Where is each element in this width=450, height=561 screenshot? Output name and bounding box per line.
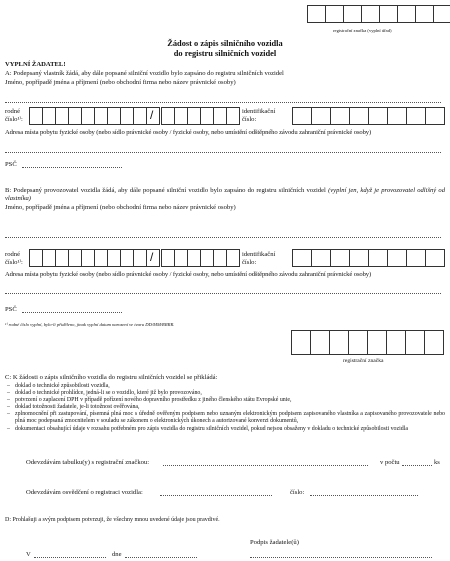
registration-mark-cell[interactable] <box>292 330 311 355</box>
date-label: dne <box>112 551 122 558</box>
birth-number-cell[interactable] <box>227 107 240 125</box>
birth-number-cell[interactable] <box>69 107 82 125</box>
registration-mark-cell[interactable] <box>380 5 398 23</box>
birth-number-cell[interactable] <box>108 107 121 125</box>
section-b-birth-number-label: rodné číslo¹⁾: <box>5 251 23 266</box>
birth-number-cell[interactable] <box>108 249 121 267</box>
birth-number-separator: / <box>150 108 154 122</box>
section-b-postcode-field[interactable] <box>22 312 122 313</box>
registration-mark-cell[interactable] <box>362 5 380 23</box>
registration-mark-cell[interactable] <box>308 5 326 23</box>
birth-number-cell[interactable] <box>43 107 56 125</box>
section-b-intro-text: B: Podepsaný provozovatel vozidla žádá, aby dále popsané silniční vozidlo bylo zapsáno do registru silničních vozidel <box>5 187 326 194</box>
section-a-birth-number-suffix-boxes[interactable] <box>161 107 240 125</box>
registration-mark-cell[interactable] <box>425 330 444 355</box>
id-number-cell[interactable] <box>407 107 426 125</box>
registration-mark-label: registrační značka (vyplní úřad) <box>333 28 392 33</box>
birth-number-cell[interactable] <box>30 249 43 267</box>
section-a-postcode-field[interactable] <box>22 167 122 168</box>
attachment-item: – potvrzení o zaplacení DPH v případě pořízení nového dopravního prostředku z jiného členského státu Evropské unie, <box>5 397 445 404</box>
section-d-declaration: D: Prohlašuji a svým podpisem potvrzuji, že všechny mnou uvedené údaje jsou pravdivé. <box>5 517 220 523</box>
plates-unit: ks <box>434 459 440 466</box>
section-a-id-number-boxes[interactable] <box>292 107 445 125</box>
certificate-label: Odevzdávám osvědčení o registraci vozidla: <box>26 489 143 496</box>
plates-count-field[interactable] <box>402 465 432 466</box>
section-c-intro: C: K žádosti o zápis silničního vozidla do registru silničních vozidel se přikládá: <box>5 374 218 381</box>
certificate-number-field[interactable] <box>310 495 418 496</box>
section-b-address-label: Adresa místa pobytu fyzické osoby (nebo sídlo právnické osoby / fyzické osoby, nebo umístění odštěpného závodu zahraniční právnické osoby) <box>5 271 372 278</box>
birth-number-cell[interactable] <box>121 107 134 125</box>
birth-number-cell[interactable] <box>162 249 175 267</box>
birth-number-cell[interactable] <box>201 249 214 267</box>
section-b-id-number-boxes[interactable] <box>292 249 445 267</box>
id-number-cell[interactable] <box>388 107 407 125</box>
attachment-item: – doklad o technické způsobilosti vozidla, <box>5 383 445 390</box>
section-b-postcode-label: PSČ <box>5 306 17 313</box>
section-b-name-field[interactable] <box>5 237 441 238</box>
id-number-cell[interactable] <box>369 249 388 267</box>
registration-mark-cell[interactable] <box>398 5 416 23</box>
id-number-cell[interactable] <box>426 107 445 125</box>
birth-number-cell[interactable] <box>121 249 134 267</box>
id-number-cell[interactable] <box>312 107 331 125</box>
form-title-line1: Žádost o zápis silničního vozidla <box>167 39 283 48</box>
birth-number-cell[interactable] <box>82 249 95 267</box>
registration-mark-cell[interactable] <box>406 330 425 355</box>
birth-number-cell[interactable] <box>82 107 95 125</box>
birth-number-cell[interactable] <box>95 107 108 125</box>
footnote: ¹⁾ rodné číslo vyplní, bylo-li přiděleno, jinak vyplní datum narození ve tvaru DD/MM/RRRR. <box>5 322 175 327</box>
id-number-cell[interactable] <box>407 249 426 267</box>
registration-mark2-boxes[interactable] <box>291 330 444 355</box>
registration-mark2-label: registrační značka <box>343 358 384 364</box>
section-b-address-field[interactable] <box>5 293 441 294</box>
id-number-cell[interactable] <box>293 107 312 125</box>
birth-number-cell[interactable] <box>162 107 175 125</box>
attachment-item: – zplnomocnění při zastupování, písemná plná moc s úředně ověřeným podpisem nebo uznaným elektronickým podpisem zapisovaného vlastníka a zapisovaného provozovatele nebo plná moc podepsaná zmocnitelem v souladu se zákonem o elektronických úkonech a autorizované konverzi dokumentů, <box>5 411 445 425</box>
id-number-cell[interactable] <box>312 249 331 267</box>
section-a-birth-number-label: rodné číslo¹⁾: <box>5 108 23 123</box>
registration-mark-cell[interactable] <box>434 5 450 23</box>
registration-mark-cell[interactable] <box>311 330 330 355</box>
birth-number-cell[interactable] <box>147 107 160 125</box>
registration-mark-cell[interactable] <box>330 330 349 355</box>
plates-label: Odevzdávám tabulku(y) s registrační značkou: <box>26 459 150 466</box>
birth-number-cell[interactable] <box>175 107 188 125</box>
section-b-name-label: Jméno, popřípadě jména a příjmení (nebo obchodní firma nebo název právnické osoby) <box>5 204 236 211</box>
birth-number-cell[interactable] <box>134 107 147 125</box>
birth-number-separator: / <box>150 250 154 264</box>
certificate-field[interactable] <box>160 495 272 496</box>
section-a-name-field[interactable] <box>5 102 441 103</box>
id-number-cell[interactable] <box>293 249 312 267</box>
section-a-name-label: Jméno, popřípadě jména a příjmení (nebo obchodní firma nebo název právnické osoby) <box>5 79 236 86</box>
attachment-item: – doklad o technické prohlídce, jedná-li se o vozidlo, které již bylo provozováno, <box>5 390 445 397</box>
plates-field[interactable] <box>163 465 368 466</box>
registration-mark-boxes[interactable] <box>307 5 450 23</box>
section-a-address-label: Adresa místa pobytu fyzické osoby (nebo sídlo právnické osoby / fyzické osoby, nebo umístění odštěpného závodu zahraniční právnické osoby) <box>5 129 372 136</box>
id-number-cell[interactable] <box>388 249 407 267</box>
birth-number-cell[interactable] <box>56 107 69 125</box>
section-b-birth-number-suffix-boxes[interactable] <box>161 249 240 267</box>
form-title-line2: do registru silničních vozidel <box>173 49 277 58</box>
section-a-birth-number-boxes[interactable] <box>29 107 160 125</box>
birth-number-cell[interactable] <box>30 107 43 125</box>
section-c-attachments-list <box>5 383 445 433</box>
section-a-postcode-label: PSČ <box>5 161 17 168</box>
id-number-cell[interactable] <box>331 249 350 267</box>
attachment-item: – doklad totožnosti žadatele, je-li totožnost ověřována, <box>5 404 445 411</box>
birth-number-cell[interactable] <box>95 249 108 267</box>
section-a-address-field[interactable] <box>5 152 441 153</box>
registration-mark-cell[interactable] <box>368 330 387 355</box>
date-field[interactable] <box>125 557 197 558</box>
fill-in-notice: VYPLNÍ ŽADATEL! <box>5 61 66 68</box>
id-number-cell[interactable] <box>426 249 445 267</box>
id-number-cell[interactable] <box>331 107 350 125</box>
section-a-id-number-label: identifikační číslo: <box>242 108 276 123</box>
registration-mark-cell[interactable] <box>326 5 344 23</box>
birth-number-cell[interactable] <box>43 249 56 267</box>
birth-number-cell[interactable] <box>214 249 227 267</box>
birth-number-cell[interactable] <box>134 249 147 267</box>
registration-mark-cell[interactable] <box>416 5 434 23</box>
section-b-birth-number-boxes[interactable] <box>29 249 160 267</box>
birth-number-cell[interactable] <box>188 249 201 267</box>
id-number-cell[interactable] <box>350 107 369 125</box>
birth-number-cell[interactable] <box>56 249 69 267</box>
section-b-intro <box>5 187 445 203</box>
birth-number-cell[interactable] <box>175 249 188 267</box>
certificate-number-label: číslo: <box>290 489 305 496</box>
birth-number-cell[interactable] <box>69 249 82 267</box>
registration-mark-cell[interactable] <box>387 330 406 355</box>
birth-number-cell[interactable] <box>147 249 160 267</box>
id-number-cell[interactable] <box>369 107 388 125</box>
birth-number-cell[interactable] <box>214 107 227 125</box>
section-b-id-number-label: identifikační číslo: <box>242 251 276 266</box>
id-number-cell[interactable] <box>350 249 369 267</box>
birth-number-cell[interactable] <box>201 107 214 125</box>
registration-mark-cell[interactable] <box>344 5 362 23</box>
section-a-intro: A: Podepsaný vlastník žádá, aby dále popsané silniční vozidlo bylo zapsáno do registru silničních vozidel <box>5 70 284 77</box>
birth-number-cell[interactable] <box>188 107 201 125</box>
plates-count-label: v počtu <box>380 459 400 466</box>
signature-label: Podpis žadatele(ů) <box>250 539 299 546</box>
section-b-intro-note: (vyplní jen, když je provozovatel odlišný od vlastníka) <box>5 187 445 202</box>
place-label: V <box>26 551 31 558</box>
signature-field[interactable] <box>250 557 432 558</box>
attachment-item: – dokumentaci obsahující údaje v rozsahu potřebném pro zápis vozidla do registru silničních vozidel, pokud nejsou obsaženy v dokladu o technické způsobilosti vozidla <box>5 426 445 433</box>
birth-number-cell[interactable] <box>227 249 240 267</box>
registration-mark-cell[interactable] <box>349 330 368 355</box>
place-field[interactable] <box>34 557 106 558</box>
